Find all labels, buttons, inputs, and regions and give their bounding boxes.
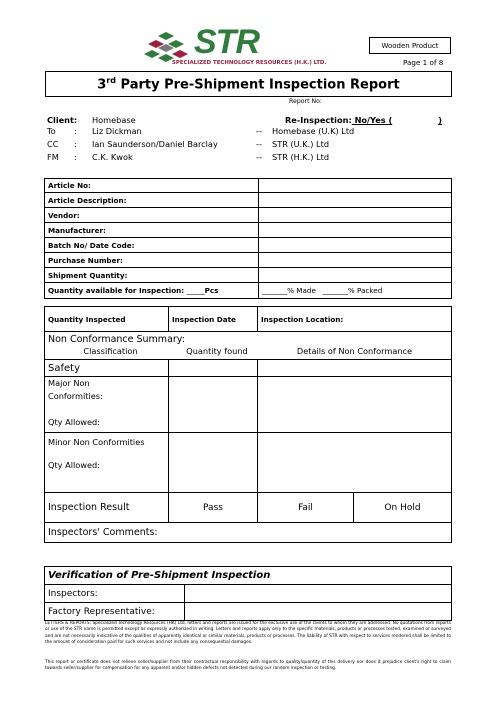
inspectors-comments[interactable]: Inspectors' Comments: [45,523,452,543]
article-description-label: Article Description: [45,193,259,208]
purchase-number-value[interactable] [259,253,452,268]
major-qty[interactable] [169,377,258,433]
reinspection: Re-Inspection: No/Yes ( ) [285,115,442,125]
inspectors-value[interactable] [185,585,452,603]
client-value: Homebase [92,115,136,125]
company-logo [144,23,354,72]
report-title: 3rd Party Pre-Shipment Inspection Report [97,75,400,93]
page-number: Page 1 of 8 [403,58,444,67]
inspection-date-label: Inspection Date [169,307,258,332]
minor-details[interactable] [258,433,452,493]
legal-notice: LETTERS & REPORTS: Specialized Technology Resources (HK) Ltd. letters and reports are issued for the exclusive use of the clients to whom they are addressed. No quotations from reports or use of the STR name is permitted except as expressly authorized in writing. Letters and reports apply only to the specific materials, products or processes tested, examined or surveyed and are not necessarily indicative of the qualities of apparently identical or similar materials, products or processes. The liability of STR with respect to services rendered shall be limited to the amount of consideration paid for such services and not include any consequential damages. [45,621,451,645]
report-no-label: Report No: [289,98,322,105]
result-fail[interactable]: Fail [258,493,354,523]
legal-disclaimer: This report or certificate does not relieve seller/supplier from their contractual responsibility with regards to quality/quantity of this delivery nor does it prejudice client's right to claim towards seller/supplier for compensation for any apparent and/or hidden defects not detected during our random inspection or testing. [45,660,451,672]
inspection-location-label: Inspection Location: [258,307,452,332]
safety-label: Safety [45,360,169,377]
major-nc-cell: Major Non Conformities: Qty Allowed: [45,377,169,433]
article-description-value[interactable] [259,193,452,208]
safety-qty[interactable] [169,360,258,377]
logo-text: STR [194,23,259,61]
vendor-value[interactable] [259,208,452,223]
made-packed-cell: _______% Made _______% Packed [259,283,452,299]
major-details[interactable] [258,377,452,433]
article-no-label: Article No: [45,179,259,193]
minor-nc-cell: Minor Non Conformities Qty Allowed: [45,433,169,493]
nc-summary: Non Conformance Summary: Classification Quantity found Details of Non Conformance [45,332,452,360]
factory-rep-label: Factory Representative: [45,603,185,621]
article-table [44,178,452,299]
qty-inspected-label: Quantity Inspected [45,307,169,332]
manufacturer-value[interactable] [259,223,452,238]
inspectors-label: Inspectors: [45,585,185,603]
minor-qty[interactable] [169,433,258,493]
col-details: Details of Non Conformance [296,346,413,356]
result-on-hold[interactable]: On Hold [354,493,452,523]
inspection-table [44,306,452,543]
inspection-result-label: Inspection Result [45,493,169,523]
product-type: Wooden Product [381,41,439,50]
col-quantity-found: Quantity found [186,346,248,356]
result-pass[interactable]: Pass [169,493,258,523]
factory-rep-value[interactable] [185,603,452,621]
logo-company-name: SPECIALIZED TECHNOLOGY RESOURCES (H.K.) LTD. [172,60,327,66]
report-title-box [45,71,452,97]
product-type-box [369,37,451,54]
batch-no-value[interactable] [259,238,452,253]
shipment-quantity-value[interactable] [259,268,452,283]
client-label: Client: [47,115,78,125]
verification-table [44,566,452,621]
article-no-value[interactable] [259,179,452,193]
batch-no-label: Batch No/ Date Code: [45,238,259,253]
verification-title: Verification of Pre-Shipment Inspection [45,567,452,585]
manufacturer-label: Manufacturer: [45,223,259,238]
vendor-label: Vendor: [45,208,259,223]
col-classification: Classification [83,346,138,356]
shipment-quantity-label: Shipment Quantity: [45,268,259,283]
purchase-number-label: Purchase Number: [45,253,259,268]
safety-details[interactable] [258,360,452,377]
qty-available-cell: Quantity available for Inspection: _____Pcs [45,283,259,299]
